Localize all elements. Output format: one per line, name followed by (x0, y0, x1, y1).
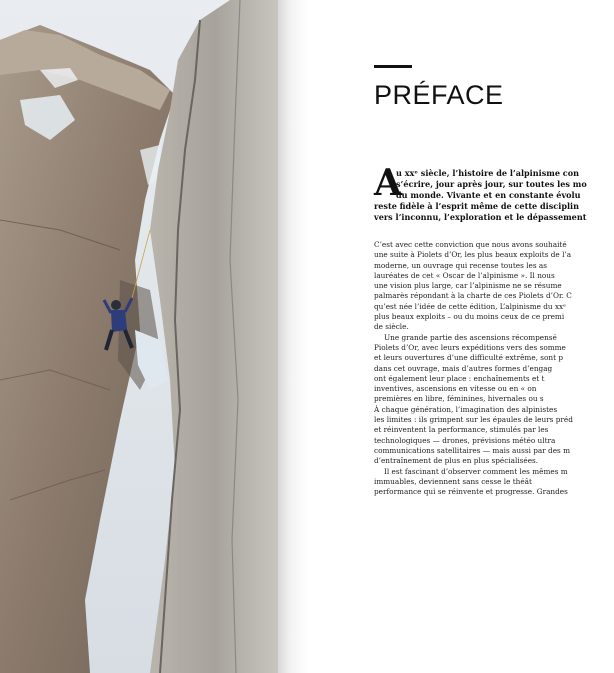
body-line: et leurs ouvertures d’une difficulté extrême, sont p (374, 353, 564, 363)
book-gutter (278, 0, 308, 673)
preface-page (308, 0, 587, 673)
body-line: immuables, deviennent sans cesse le théât (374, 476, 532, 486)
title-rule (374, 65, 412, 68)
body-line: les limites : ils grimpent sur les épaules de leurs préd (374, 415, 573, 425)
body-text (374, 240, 614, 497)
body-line: Il est fascinant d’observer comment les mêmes m (384, 466, 568, 476)
lead-line: u xxᵉ siècle, l’histoire de l’alpinisme con (396, 168, 580, 178)
body-line: dans cet ouvrage, mais d’autres formes d’engag (374, 363, 553, 373)
body-line: plus beaux exploits – ou du moins ceux de ce premi (374, 312, 565, 322)
lead-paragraph (374, 168, 614, 223)
body-line: Une grande partie des ascensions récompensé (384, 332, 557, 342)
body-line: inventives, ascensions en vitesse ou en « on (374, 384, 537, 394)
body-line: une suite à Piolets d’Or, les plus beaux exploits de l’a (374, 250, 572, 260)
lead-line: reste fidèle à l’esprit même de cette disciplin (374, 201, 580, 211)
body-line: de siècle. (374, 322, 409, 332)
page-title: PRÉFACE (374, 80, 504, 110)
body-line: d’entraînement de plus en plus spécialisées. (374, 456, 539, 466)
climbing-photo-image (0, 0, 278, 673)
body-line: lauréates de cet « Oscar de l’alpinisme ». Il nous (374, 270, 555, 280)
body-line: palmarès répondant à la charte de ces Piolets d’Or. C (374, 291, 572, 301)
body-line: À chaque génération, l’imagination des alpinistes (374, 404, 558, 414)
body-line: C’est avec cette conviction que nous avons souhaité (374, 240, 567, 249)
body-line: Piolets d’Or, avec leurs expéditions vers des somme (374, 342, 566, 352)
body-line: qu’est née l’idée de cette édition, L’alpinisme du xxᵉ (374, 301, 566, 311)
lead-line: s’écrire, jour après jour, sur toutes les mo (396, 179, 587, 189)
body-line: performance qui se réinvente et progresse. Grandes (374, 487, 568, 497)
lead-line: vers l’inconnu, l’exploration et le dépassement (374, 212, 587, 222)
body-line: moderne, un ouvrage qui recense toutes les as (374, 260, 547, 270)
lead-line: du monde. Vivante et en constante évolu (396, 190, 581, 200)
body-line: communications satellitaires — mais aussi par des m (374, 445, 571, 455)
body-line: technologiques — drones, prévisions météo ultra (374, 435, 556, 445)
body-line: une vision plus large, car l’alpinisme ne se résume (374, 281, 562, 291)
climbing-photo (0, 0, 278, 673)
body-line: et réinventent la performance, stimulés par les (374, 425, 549, 435)
body-line: ont également leur place : enchaînements et t (374, 373, 545, 383)
drop-cap: A (374, 162, 402, 204)
body-line: premières en libre, féminines, hivernales ou s (374, 394, 544, 404)
